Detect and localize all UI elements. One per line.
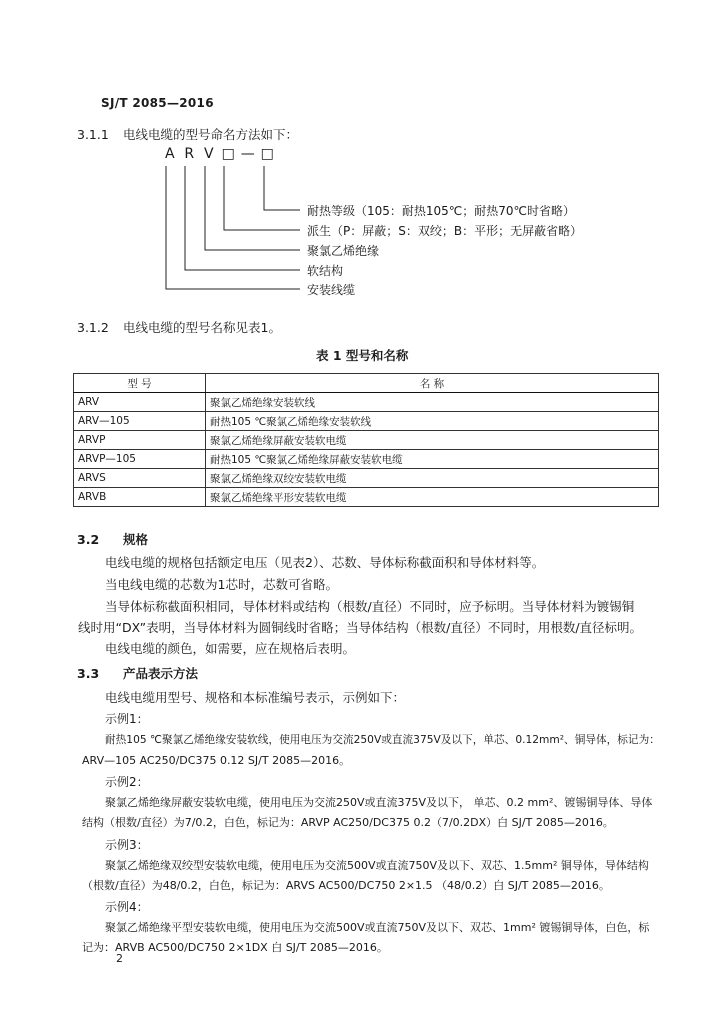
cell-name: 聚氯乙烯绝缘屏蔽安装软电缆 xyxy=(206,431,659,450)
example-line: 耐热105 ℃聚氯乙烯绝缘安装软线，使用电压为交流250V或直流375V及以下，单芯、0.12mm²、铜导体，标记为： xyxy=(105,733,660,746)
page-number: 2 xyxy=(116,952,123,965)
model-name-table xyxy=(73,373,659,507)
paragraph: 当导体标称截面积相同，导体材料或结构（根数/直径）不同时，应予标明。当导体材料为镀锡铜 xyxy=(105,599,635,614)
header-model: 型 号 xyxy=(74,374,206,393)
cell-name: 耐热105 ℃聚氯乙烯绝缘屏蔽安装软电缆 xyxy=(206,450,659,469)
document-header: SJ/T 2085—2016 xyxy=(101,96,214,110)
cell-name: 聚氯乙烯绝缘双绞安装软电缆 xyxy=(206,469,659,488)
code-letter: □ xyxy=(260,146,274,162)
example-label: 示例2： xyxy=(105,775,149,789)
code-letter: R xyxy=(184,146,195,162)
paragraph: 电线电缆的规格包括额定电压（见表2）、芯数、导体标称截面积和导体材料等。 xyxy=(105,555,545,570)
example-line: 结构（根数/直径）为7/0.2，白色，标记为：ARVP AC250/DC375 0.2（7/0.2DX）白 SJ/T 2085—2016。 xyxy=(82,816,614,829)
section-3-3 xyxy=(77,664,198,682)
section-number: 3.1.2 xyxy=(77,320,109,335)
section-text: 电线电缆的型号名称见表1。 xyxy=(123,320,281,335)
cell-model: ARVP xyxy=(74,431,206,450)
paragraph-continued: 线时用“DX”表明，当导体材料为圆铜线时省略；当导体结构（根数/直径）不同时，用根数/直径标明。 xyxy=(78,620,643,635)
cell-model: ARVB xyxy=(74,488,206,507)
example-label: 示例4： xyxy=(105,900,149,914)
diagram-label-derivative: 派生（P：屏蔽；S：双绞；B：平形；无屏蔽省略） xyxy=(307,224,583,238)
section-title: 规格 xyxy=(123,532,149,547)
code-letter: V xyxy=(203,146,214,162)
section-text: 电线电缆的型号命名方法如下： xyxy=(123,127,299,142)
cell-model: ARV xyxy=(74,393,206,412)
example-line: 聚氯乙烯绝缘屏蔽安装软电缆，使用电压为交流250V或直流375V及以下， 单芯、0.2 mm²、镀锡铜导体、导体 xyxy=(105,796,653,809)
example-line: 聚氯乙烯绝缘平型安装软电缆，使用电压为交流500V或直流750V及以下、双芯、1mm² 镀锡铜导体，白色，标 xyxy=(105,921,650,934)
example-label: 示例1： xyxy=(105,712,149,726)
diagram-label-heat-grade: 耐热等级（105：耐热105℃；耐热70℃时省略） xyxy=(307,204,576,218)
diagram-label-installation-cable: 安装线缆 xyxy=(307,283,356,297)
example-line: 记为：ARVB AC500/DC750 2×1DX 白 SJ/T 2085—2016。 xyxy=(82,941,388,954)
cell-model: ARV—105 xyxy=(74,412,206,431)
section-title: 产品表示方法 xyxy=(123,666,199,681)
cell-name: 耐热105 ℃聚氯乙烯绝缘安装软线 xyxy=(206,412,659,431)
paragraph: 当电线电缆的芯数为1芯时，芯数可省略。 xyxy=(105,577,338,592)
table-row xyxy=(74,450,659,469)
example-line: ARV—105 AC250/DC375 0.12 SJ/T 2085—2016。 xyxy=(82,754,351,767)
table-row xyxy=(74,488,659,507)
code-letter: A xyxy=(164,146,175,162)
table-row xyxy=(74,431,659,450)
table-row xyxy=(74,393,659,412)
code-letter: □ xyxy=(221,146,235,162)
table-row xyxy=(74,469,659,488)
cell-model: ARVS xyxy=(74,469,206,488)
example-line: （根数/直径）为48/0.2，白色，标记为：ARVS AC500/DC750 2×1.5 （48/0.2）白 SJ/T 2085—2016。 xyxy=(82,879,610,892)
header-name: 名 称 xyxy=(206,374,659,393)
diagram-label-soft-structure: 软结构 xyxy=(307,264,344,278)
code-letter: — xyxy=(240,146,255,162)
section-3-2 xyxy=(77,530,148,548)
diagram-label-insulation: 聚氯乙烯绝缘 xyxy=(307,244,380,258)
example-label: 示例3： xyxy=(105,838,149,852)
table-row xyxy=(74,412,659,431)
table-header-row xyxy=(74,374,659,393)
section-number: 3.2 xyxy=(77,532,100,547)
cell-name: 聚氯乙烯绝缘安装软线 xyxy=(206,393,659,412)
section-3-1-2 xyxy=(77,318,281,336)
section-number: 3.3 xyxy=(77,666,100,681)
paragraph: 电线电缆的颜色，如需要，应在规格后表明。 xyxy=(105,641,356,656)
cell-name: 聚氯乙烯绝缘平形安装软电缆 xyxy=(206,488,659,507)
table-title: 表 1 型号和名称 xyxy=(316,348,409,363)
example-line: 聚氯乙烯绝缘双绞型安装软电缆，使用电压为交流500V或直流750V及以下、双芯、1.5mm² 铜导体，导体结构 xyxy=(105,859,649,872)
cell-model: ARVP—105 xyxy=(74,450,206,469)
paragraph-intro: 电线电缆用型号、规格和本标准编号表示，示例如下： xyxy=(105,690,406,705)
section-number: 3.1.1 xyxy=(77,127,109,142)
